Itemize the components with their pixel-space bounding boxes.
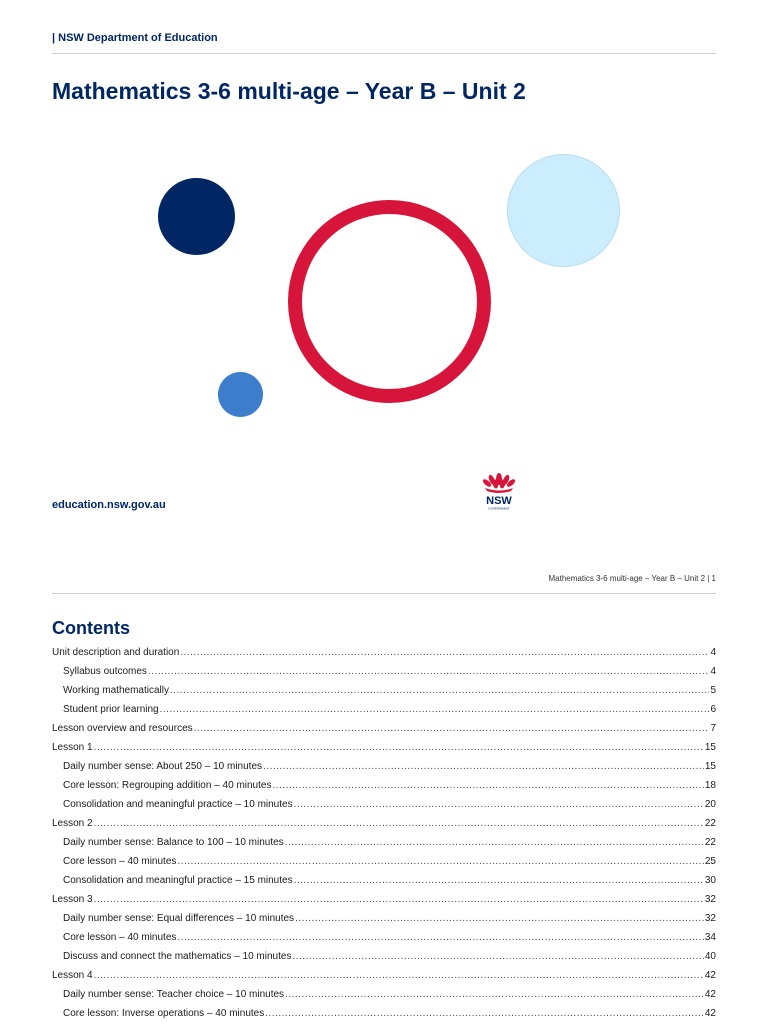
toc-entry-page-number: 34 [704, 932, 716, 943]
toc-entry-label: Core lesson: Inverse operations – 40 minutes [63, 1008, 265, 1019]
toc-dot-leader [94, 742, 704, 753]
toc-dot-leader [265, 1008, 704, 1019]
toc-entry[interactable] [52, 742, 716, 761]
toc-entry-page-number: 4 [710, 647, 716, 658]
contents-heading: Contents [52, 618, 130, 638]
nsw-waratah-logo-icon [478, 469, 520, 511]
page-footer: Mathematics 3-6 multi-age – Year B – Unit 2 | 1 [548, 574, 716, 583]
toc-entry-label: Lesson overview and resources [52, 723, 193, 734]
decorative-navy-circle [158, 178, 235, 255]
toc-entry[interactable] [52, 761, 716, 780]
toc-entry[interactable] [52, 723, 716, 742]
toc-entry-page-number: 4 [710, 666, 716, 677]
page-break-divider [52, 593, 716, 594]
toc-dot-leader [263, 761, 704, 772]
toc-entry[interactable] [52, 685, 716, 704]
toc-entry-page-number: 25 [704, 856, 716, 867]
toc-dot-leader [94, 894, 704, 905]
toc-entry-page-number: 42 [704, 989, 716, 1000]
website-link[interactable]: education.nsw.gov.au [52, 499, 166, 511]
toc-dot-leader [294, 875, 704, 886]
toc-entry-label: Daily number sense: About 250 – 10 minutes [63, 761, 263, 772]
toc-entry-page-number: 40 [704, 951, 716, 962]
toc-entry-label: Core lesson: Regrouping addition – 40 minutes [63, 780, 272, 791]
toc-entry-page-number: 22 [704, 837, 716, 848]
toc-entry-label: Unit description and duration [52, 647, 180, 658]
decorative-red-ring [288, 200, 491, 403]
toc-dot-leader [94, 970, 704, 981]
toc-dot-leader [170, 685, 709, 696]
toc-entry-label: Syllabus outcomes [63, 666, 147, 677]
toc-entry-page-number: 42 [704, 970, 716, 981]
toc-entry-label: Lesson 1 [52, 742, 93, 753]
toc-dot-leader [294, 799, 704, 810]
decorative-light-blue-circle [507, 154, 620, 267]
nsw-logo-text: NSW [486, 495, 512, 507]
toc-entry-label: Consolidation and meaningful practice – 15 minutes [63, 875, 293, 886]
toc-entry[interactable] [52, 970, 716, 989]
toc-entry-label: Core lesson – 40 minutes [63, 856, 177, 867]
table-of-contents [52, 647, 716, 1024]
toc-entry-page-number: 30 [704, 875, 716, 886]
toc-dot-leader [295, 913, 704, 924]
toc-entry-page-number: 42 [704, 1008, 716, 1019]
toc-dot-leader [148, 666, 710, 677]
toc-entry-label: Discuss and connect the mathematics – 10 minutes [63, 951, 292, 962]
toc-entry-label: Core lesson – 40 minutes [63, 932, 177, 943]
toc-dot-leader [292, 951, 703, 962]
toc-entry[interactable] [52, 856, 716, 875]
toc-dot-leader [194, 723, 710, 734]
toc-dot-leader [177, 856, 703, 867]
toc-entry-page-number: 5 [710, 685, 716, 696]
toc-entry[interactable] [52, 647, 716, 666]
toc-entry-page-number: 7 [710, 723, 716, 734]
toc-dot-leader [94, 818, 704, 829]
toc-entry-label: Lesson 3 [52, 894, 93, 905]
toc-entry[interactable] [52, 932, 716, 951]
toc-entry-label: Daily number sense: Balance to 100 – 10 minutes [63, 837, 284, 848]
header-divider [52, 53, 716, 54]
toc-entry-label: Consolidation and meaningful practice – 10 minutes [63, 799, 293, 810]
toc-entry[interactable] [52, 666, 716, 685]
toc-dot-leader [285, 837, 704, 848]
toc-entry[interactable] [52, 951, 716, 970]
toc-entry[interactable] [52, 1008, 716, 1024]
toc-dot-leader [272, 780, 703, 791]
toc-dot-leader [177, 932, 703, 943]
toc-entry-page-number: 15 [704, 742, 716, 753]
toc-entry-label: Working mathematically [63, 685, 169, 696]
toc-entry[interactable] [52, 875, 716, 894]
toc-entry-label: Lesson 2 [52, 818, 93, 829]
toc-entry-page-number: 18 [704, 780, 716, 791]
toc-entry-label: Student prior learning [63, 704, 159, 715]
toc-entry[interactable] [52, 818, 716, 837]
toc-entry[interactable] [52, 799, 716, 818]
nsw-logo-subtext: GOVERNMENT [488, 506, 510, 511]
header-department-label: | NSW Department of Education [52, 32, 218, 44]
toc-dot-leader [180, 647, 709, 658]
toc-entry[interactable] [52, 989, 716, 1008]
toc-entry-label: Daily number sense: Teacher choice – 10 minutes [63, 989, 285, 1000]
toc-entry[interactable] [52, 704, 716, 723]
toc-entry[interactable] [52, 894, 716, 913]
toc-entry-page-number: 6 [710, 704, 716, 715]
toc-entry-page-number: 32 [704, 894, 716, 905]
toc-entry[interactable] [52, 780, 716, 799]
toc-entry-page-number: 15 [704, 761, 716, 772]
toc-dot-leader [160, 704, 710, 715]
toc-entry-page-number: 20 [704, 799, 716, 810]
toc-entry-label: Daily number sense: Equal differences – 10 minutes [63, 913, 295, 924]
toc-entry[interactable] [52, 913, 716, 932]
document-title: Mathematics 3-6 multi-age – Year B – Unit 2 [52, 78, 526, 104]
toc-entry-label: Lesson 4 [52, 970, 93, 981]
toc-entry-page-number: 22 [704, 818, 716, 829]
toc-entry[interactable] [52, 837, 716, 856]
toc-entry-page-number: 32 [704, 913, 716, 924]
toc-dot-leader [285, 989, 704, 1000]
decorative-blue-circle [218, 372, 263, 417]
